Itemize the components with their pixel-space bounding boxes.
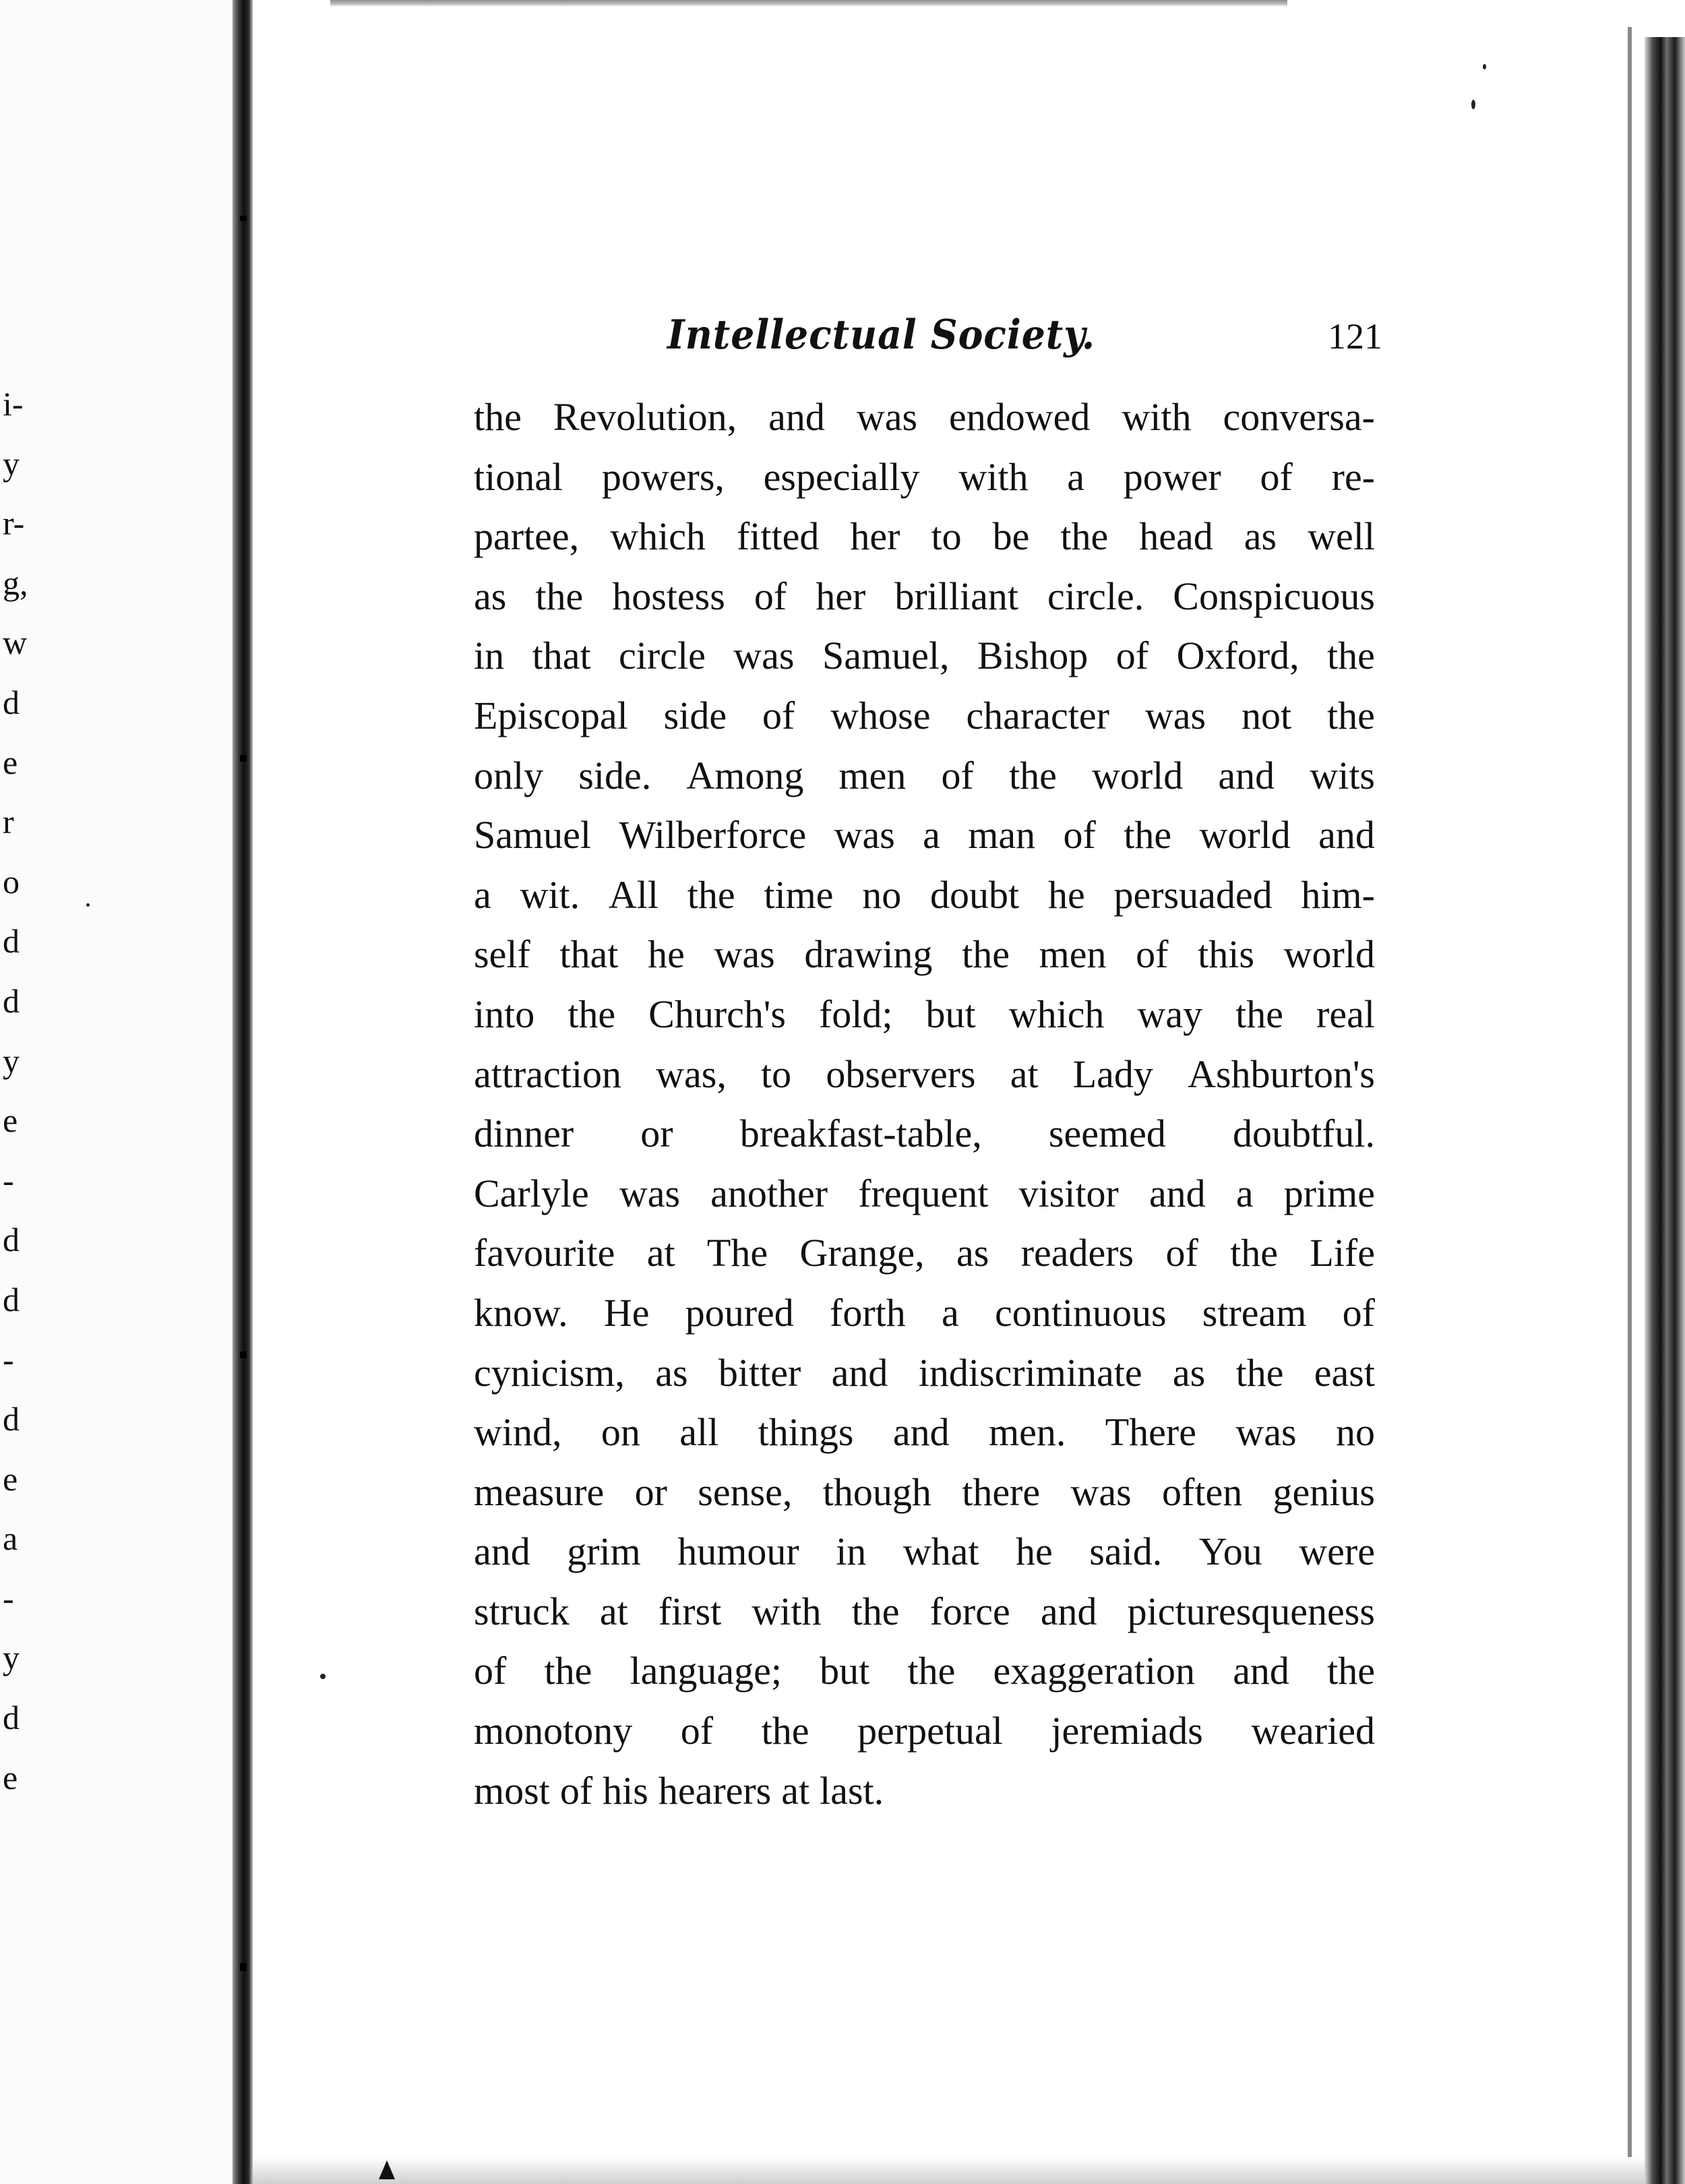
facing-page-fragment: r: [3, 803, 14, 841]
facing-page: [0, 0, 233, 2184]
text-line: attraction was, to observers at Lady Ashburton's: [474, 1052, 1375, 1096]
text-line: only side. Among men of the world and wits: [474, 753, 1375, 797]
facing-page-text-fragments: [0, 374, 27, 1807]
gutter-tick-mark: [240, 1963, 247, 1971]
text-line: Carlyle was another frequent visitor and a prime: [474, 1171, 1375, 1215]
facing-page-fragment: y: [3, 1041, 20, 1080]
facing-page-fragment: e: [3, 1758, 18, 1796]
gutter-tick-mark: [240, 1352, 247, 1358]
text-line: wind, on all things and men. There was no: [474, 1410, 1375, 1455]
page-edge-line: [1628, 27, 1632, 2177]
text-line: cynicism, as bitter and indiscriminate as the east: [474, 1350, 1375, 1395]
facing-page-fragment: a: [3, 1519, 18, 1558]
ink-speck: [86, 903, 90, 907]
facing-page-fragment: d: [3, 683, 20, 721]
text-line: the Revolution, and was endowed with conversa-: [474, 395, 1375, 439]
facing-page-fragment: y: [3, 1639, 20, 1677]
text-line: of the language; but the exaggeration and the: [474, 1649, 1375, 1693]
top-edge-shadow: [330, 0, 1287, 7]
facing-page-fragment: d: [3, 1400, 20, 1438]
text-line: as the hostess of her brilliant circle. Conspicuous: [474, 574, 1375, 618]
text-line: partee, which fitted her to be the head as well: [474, 514, 1375, 559]
text-line: Samuel Wilberforce was a man of the world and: [474, 813, 1375, 857]
text-line: measure or sense, though there was often genius: [474, 1469, 1375, 1514]
page-number: 121: [1328, 316, 1382, 357]
gutter-tick-mark: [240, 755, 247, 762]
text-line: monotony of the perpetual jeremiads wearied: [474, 1709, 1375, 1753]
text-line: most of his hearers at last.: [474, 1768, 884, 1813]
text-line: struck at first with the force and picturesqueness: [474, 1589, 1375, 1633]
ink-speck: [1483, 64, 1486, 69]
facing-page-fragment: i-: [3, 385, 24, 423]
body-text: [474, 388, 1375, 1821]
facing-page-fragment: r-: [3, 504, 25, 543]
facing-page-fragment: d: [3, 981, 20, 1020]
book-right-edge: [1645, 37, 1685, 2184]
running-header: Intellectual Society.: [667, 311, 1095, 359]
text-line: into the Church's fold; but which way the real: [474, 992, 1375, 1036]
text-line: Episcopal side of whose character was not the: [474, 693, 1375, 737]
facing-page-fragment: e: [3, 1101, 18, 1140]
facing-page-fragment: g,: [3, 564, 28, 602]
ink-speck: [1471, 100, 1475, 109]
text-line: favourite at The Grange, as readers of the Life: [474, 1231, 1375, 1275]
facing-page-fragment: d: [3, 1221, 20, 1259]
text-line: know. He poured forth a continuous stream of: [474, 1290, 1375, 1335]
facing-page-fragment: e: [3, 1459, 18, 1498]
text-line: a wit. All the time no doubt he persuaded him-: [474, 872, 1375, 917]
book-gutter: [233, 0, 253, 2184]
facing-page-fragment: d: [3, 1280, 20, 1318]
text-line: self that he was drawing the men of this world: [474, 932, 1375, 977]
text-line: tional powers, especially with a power of re-: [474, 454, 1375, 499]
facing-page-fragment: -: [3, 1340, 14, 1378]
text-line: dinner or breakfast-table, seemed doubtful.: [474, 1112, 1375, 1156]
facing-page-fragment: w: [3, 624, 28, 662]
facing-page-fragment: -: [3, 1579, 14, 1617]
facing-page-fragment: d: [3, 922, 20, 961]
ink-speck: [320, 1674, 326, 1679]
facing-page-fragment: -: [3, 1161, 14, 1199]
bottom-corner-mark: [379, 2160, 395, 2179]
gutter-tick-mark: [240, 216, 247, 221]
facing-page-fragment: y: [3, 444, 20, 483]
facing-page-fragment: o: [3, 862, 20, 901]
text-line: in that circle was Samuel, Bishop of Oxford, the: [474, 634, 1375, 678]
facing-page-fragment: d: [3, 1699, 20, 1737]
bottom-edge-shadow: [253, 2157, 1645, 2184]
facing-page-fragment: e: [3, 743, 18, 781]
text-line: and grim humour in what he said. You were: [474, 1529, 1375, 1574]
